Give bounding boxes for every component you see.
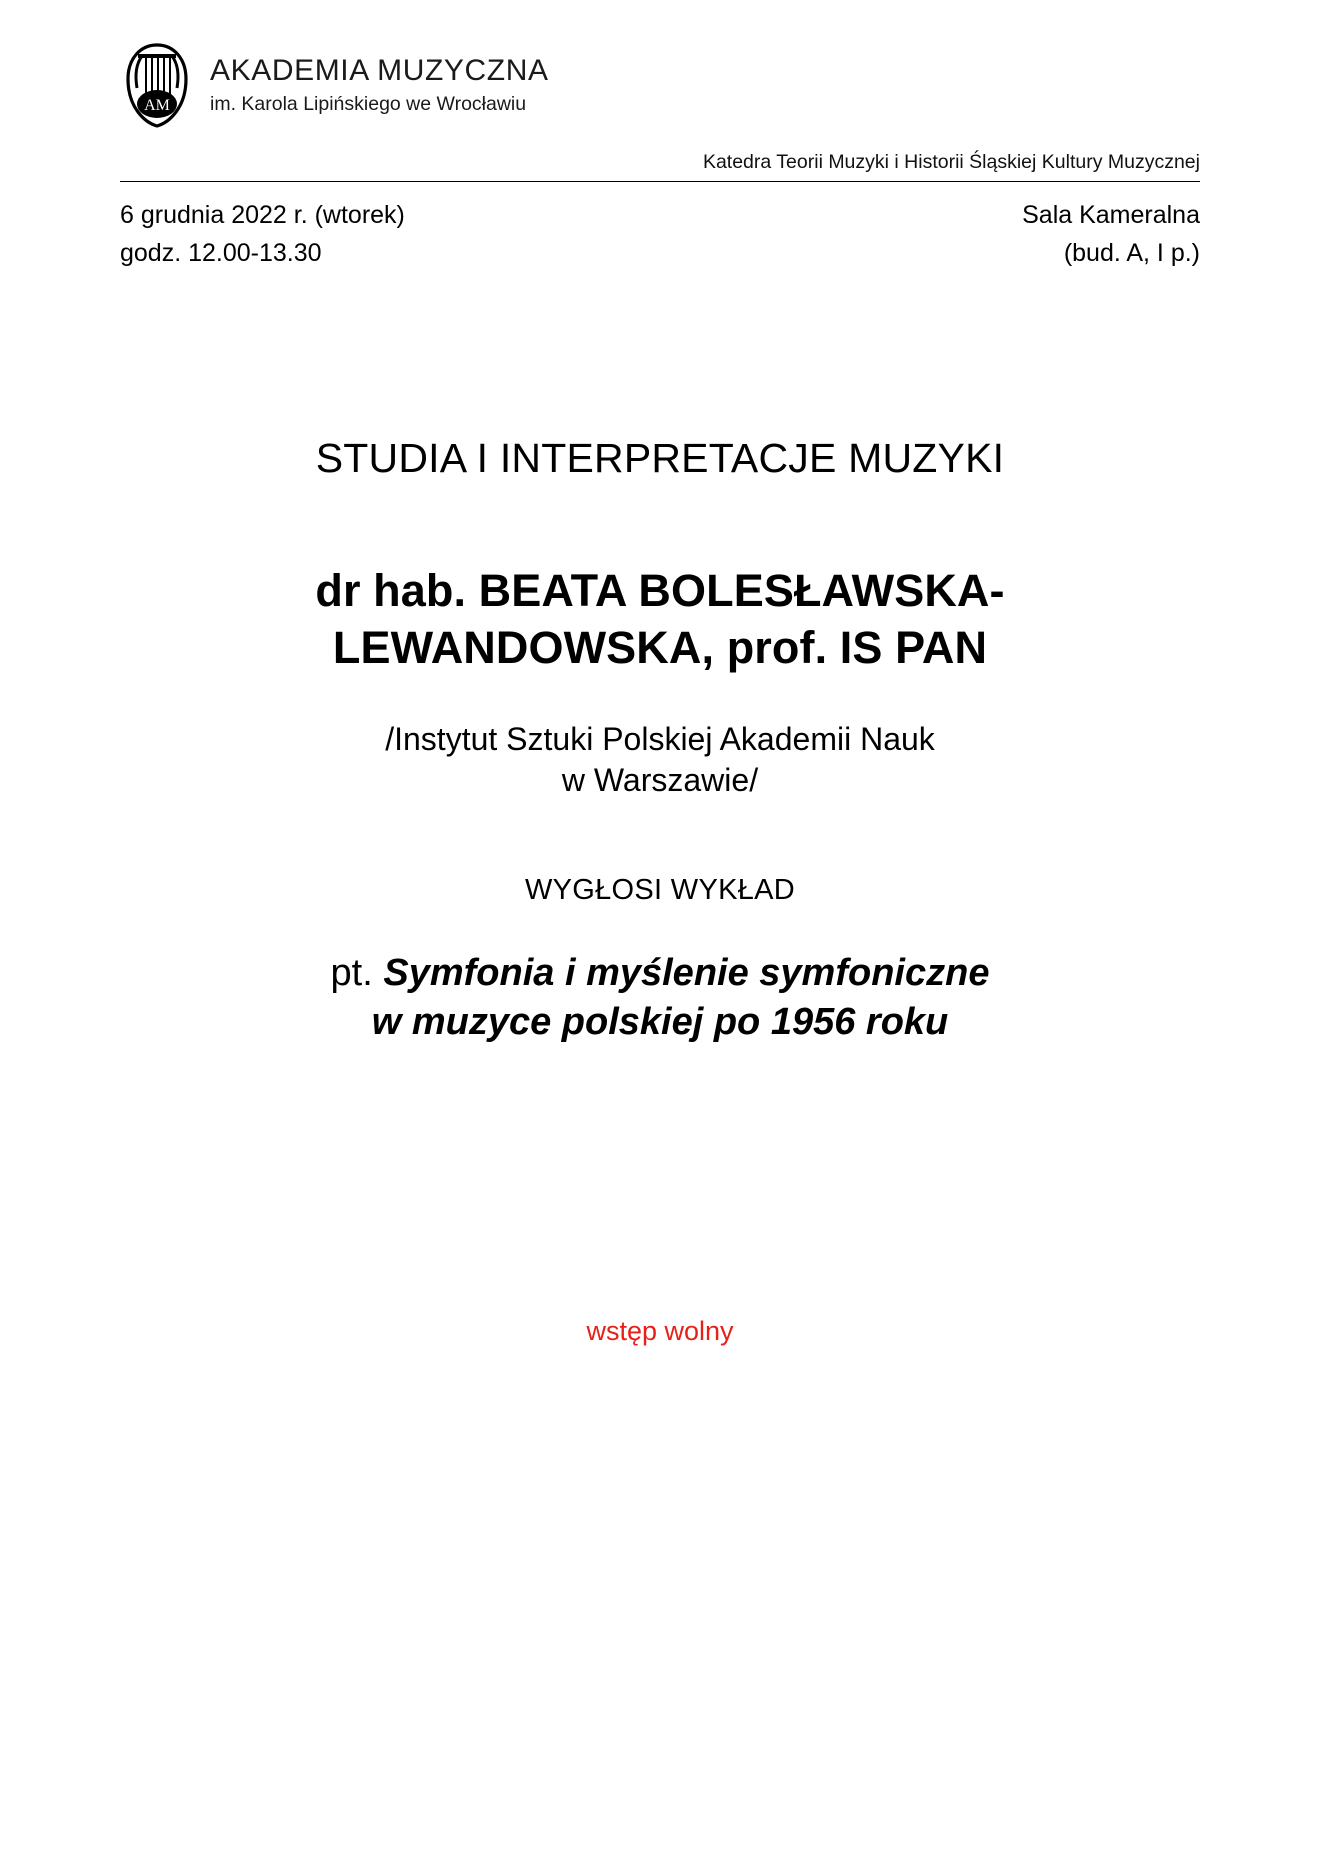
institution-name: AKADEMIA MUZYCZNA	[210, 54, 549, 87]
event-date: 6 grudnia 2022 r. (wtorek)	[120, 201, 405, 230]
affiliation-line2: w Warszawie/	[561, 762, 759, 799]
institution-name-block	[210, 42, 549, 116]
event-meta	[120, 196, 1200, 272]
lecture-title-text1: Symfonia i myślenie symfoniczne	[383, 951, 990, 994]
admission-note: wstęp wolny	[586, 1315, 734, 1346]
event-venue	[1022, 196, 1200, 272]
speaker-name-line1: dr hab. BEATA BOLESŁAWSKA-	[315, 564, 1005, 616]
speaker-name	[110, 562, 1210, 677]
lyre-icon	[120, 42, 194, 128]
institution-logo	[120, 42, 549, 128]
poster-body	[110, 434, 1210, 1346]
poster-header	[0, 0, 1320, 128]
venue-detail: (bud. A, I p.)	[1063, 239, 1200, 268]
lecture-title-text2: w muzyce polskiej po 1956 roku	[371, 1001, 949, 1044]
lecture-title-prefix: pt.	[330, 951, 373, 994]
venue-name: Sala Kameralna	[1022, 201, 1200, 230]
series-title: STUDIA I INTERPRETACJE MUZYKI	[315, 435, 1005, 482]
svg-text:AM: AM	[144, 97, 170, 114]
speaker-name-line2: LEWANDOWSKA, prof. IS PAN	[332, 622, 988, 674]
speaker-affiliation	[110, 719, 1210, 802]
event-time: godz. 12.00-13.30	[120, 239, 322, 268]
institution-subtitle: im. Karola Lipińskiego we Wrocławiu	[210, 92, 527, 115]
lecture-title	[110, 949, 1210, 1048]
affiliation-line1: /Instytut Sztuki Polskiej Akademii Nauk	[385, 720, 935, 757]
lecture-title-line1	[110, 949, 1210, 998]
lecture-intro: WYGŁOSI WYKŁAD	[524, 873, 796, 906]
header-divider	[120, 181, 1200, 182]
event-datetime	[120, 196, 405, 272]
department-line: Katedra Teorii Muzyki i Historii Śląskiej Kultury Muzycznej	[702, 151, 1200, 173]
